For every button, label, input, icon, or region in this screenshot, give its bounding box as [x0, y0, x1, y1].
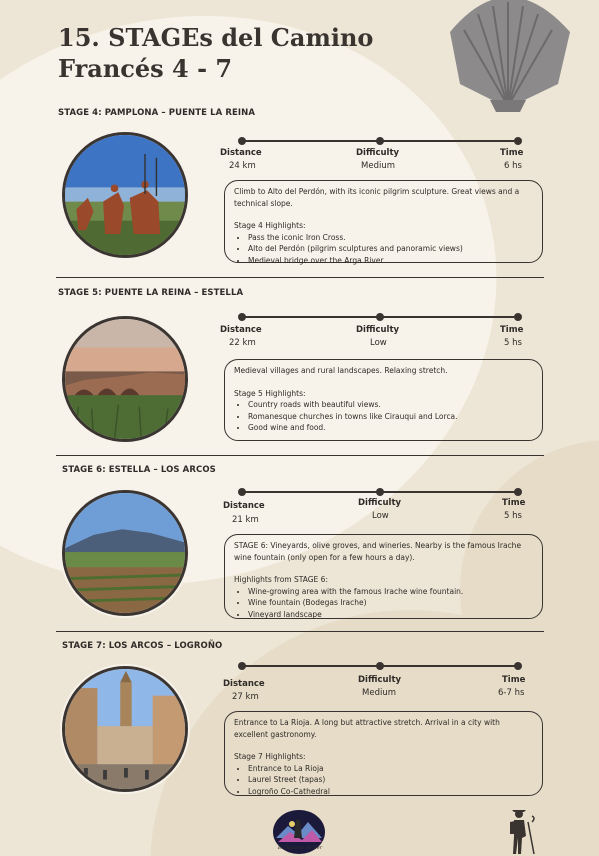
- stage-description: STAGE 6: Vineyards, olive groves, and wineries. Nearby is the famous Irache wine fountain (only open for a few hours a day).: [234, 541, 522, 562]
- stage-info-box: [224, 711, 543, 796]
- time-label: Time: [500, 325, 524, 335]
- highlight-item: • Country roads with beautiful views.: [248, 399, 533, 411]
- logo-text: El Paisano de Fer: [277, 845, 323, 851]
- stage-title: STAGE 7: LOS ARCOS – LOGROÑO: [62, 641, 223, 651]
- distance-label: Distance: [220, 325, 262, 335]
- highlight-item: • Pass the iconic Iron Cross.: [248, 232, 533, 244]
- difficulty-value: Medium: [362, 688, 396, 698]
- distance-value: 24 km: [229, 161, 256, 171]
- distance-value: 27 km: [232, 692, 259, 702]
- highlight-item: • Alto del Perdón (pilgrim sculptures and panoramic views): [248, 243, 533, 255]
- stage-5-photo: [62, 316, 188, 442]
- difficulty-label: Difficulty: [358, 675, 402, 685]
- distance-value: 22 km: [229, 338, 256, 348]
- highlight-item: • Entrance to La Rioja: [248, 763, 533, 775]
- difficulty-label: Difficulty: [356, 148, 400, 158]
- stage-description: Entrance to La Rioja. A long but attractive stretch. Arrival in a city with excellent gastronomy.: [234, 718, 500, 739]
- highlight-item: • Romanesque churches in towns like Cirauqui and Lorca.: [248, 411, 533, 423]
- highlight-item: • Good wine and food.: [248, 422, 533, 434]
- highlight-item: • Laurel Street (tapas): [248, 774, 533, 786]
- stage-title: STAGE 4: PAMPLONA – PUENTE LA REINA: [58, 108, 256, 118]
- distance-label: Distance: [223, 679, 265, 689]
- stage-7-photo: [62, 666, 188, 792]
- distance-label: Distance: [220, 148, 262, 158]
- stage-4-photo: [62, 132, 188, 258]
- highlight-item: • Logroño Co-Cathedral: [248, 786, 533, 798]
- stage-title: STAGE 5: PUENTE LA REINA – ESTELLA: [58, 288, 244, 298]
- stage-description: Climb to Alto del Perdón, with its iconic pilgrim sculpture. Great views and a technical slope.: [234, 187, 520, 208]
- section-divider: [56, 631, 544, 632]
- stage-title: STAGE 6: ESTELLA – LOS ARCOS: [62, 465, 216, 475]
- stage-6-photo: [62, 490, 188, 616]
- distance-value: 21 km: [232, 515, 259, 525]
- stage-info-box: [224, 180, 543, 263]
- highlights-title: Highlights from STAGE 6:: [234, 575, 328, 584]
- difficulty-value: Medium: [361, 161, 395, 171]
- difficulty-value: Low: [370, 338, 387, 348]
- stage-timeline: [242, 316, 518, 318]
- distance-label: Distance: [223, 501, 265, 511]
- highlights-title: Stage 7 Highlights:: [234, 752, 306, 761]
- stage-timeline: [242, 140, 518, 142]
- section-divider: [56, 277, 544, 278]
- time-value: 5 hs: [504, 511, 522, 521]
- stage-info-box: [224, 359, 543, 441]
- hiker-icon: [506, 808, 538, 856]
- stage-description: Medieval villages and rural landscapes. Relaxing stretch.: [234, 366, 448, 375]
- highlights-title: Stage 4 Highlights:: [234, 221, 306, 230]
- time-label: Time: [502, 498, 526, 508]
- stage-info-box: [224, 534, 543, 619]
- difficulty-value: Low: [372, 511, 389, 521]
- highlight-item: • Wine fountain (Bodegas Irache): [248, 597, 533, 609]
- stage-timeline: [242, 491, 518, 493]
- difficulty-label: Difficulty: [358, 498, 402, 508]
- highlight-item: • Wine-growing area with the famous Irache wine fountain.: [248, 586, 533, 598]
- difficulty-label: Difficulty: [356, 325, 400, 335]
- time-value: 5 hs: [504, 338, 522, 348]
- page-title: 15. STAGEs del Camino Francés 4 - 7: [58, 23, 374, 83]
- section-divider: [56, 455, 544, 456]
- stage-timeline: [242, 665, 518, 667]
- time-value: 6 hs: [504, 161, 522, 171]
- highlight-item: • Medieval bridge over the Arga River: [248, 255, 533, 267]
- highlight-item: • Vineyard landscape: [248, 609, 533, 621]
- time-value: 6-7 hs: [498, 688, 525, 698]
- time-label: Time: [502, 675, 526, 685]
- highlights-title: Stage 5 Highlights:: [234, 388, 306, 398]
- time-label: Time: [500, 148, 524, 158]
